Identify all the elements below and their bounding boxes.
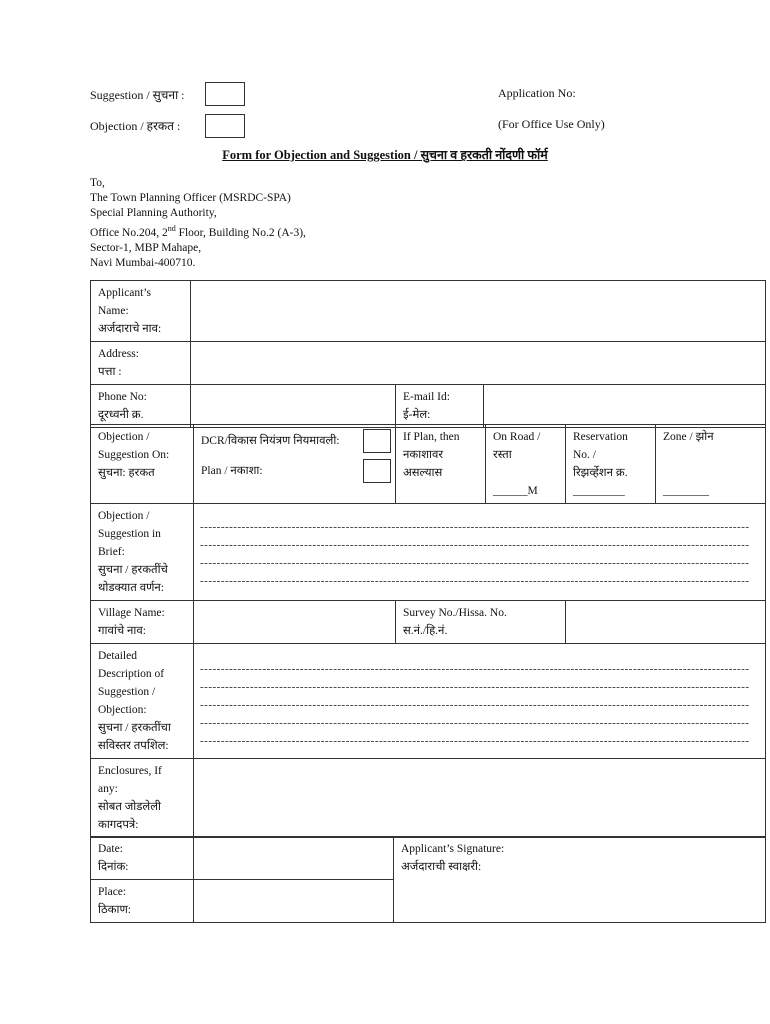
reservation-label-2: No. /: [573, 449, 596, 461]
applicant-name-field[interactable]: [191, 281, 766, 342]
if-plan-line-3: असल्यास: [403, 467, 443, 479]
address-label: [91, 342, 191, 385]
zone-cell[interactable]: [656, 425, 766, 504]
plan-checkbox[interactable]: [363, 459, 391, 483]
address-line-3-part-2: Floor, Building No.2 (A-3),: [175, 226, 306, 239]
objection-on-en-2: Suggestion On:: [98, 449, 170, 461]
recipient-address: [90, 176, 306, 271]
objection-on-en-1: Objection /: [98, 431, 150, 443]
place-en: Place:: [98, 886, 127, 898]
place-label: [91, 880, 194, 923]
address-line-5: Navi Mumbai-400710.: [90, 256, 196, 269]
survey-mr: स.नं./हि.नं.: [403, 625, 448, 637]
email-en: E-mail Id:: [403, 391, 450, 403]
reservation-label: Reservation: [573, 431, 628, 443]
detail-line-6: सविस्तर तपशिल:: [98, 740, 169, 752]
date-label: [91, 837, 194, 880]
dcr-checkbox[interactable]: [363, 429, 391, 453]
place-field[interactable]: [194, 880, 394, 923]
address-line-1: The Town Planning Officer (MSRDC-SPA): [90, 192, 291, 204]
survey-label: [396, 601, 566, 644]
brief-line-4: सुचना / हरकतींचे: [98, 564, 168, 576]
brief-dash-line: ------------------------------------------------------------------------------------------------------------------------------------: [200, 521, 750, 533]
applicant-table: [90, 280, 766, 428]
address-mr: पत्ता :: [98, 366, 122, 378]
address-line-3-sup: nd: [167, 224, 176, 233]
phone-field[interactable]: [191, 385, 396, 428]
reservation-label-mr: रिझर्व्हेशन क्र.: [573, 467, 628, 479]
detail-line-1: Detailed: [98, 650, 137, 662]
signature-label-mr: अर्जदाराची स्वाक्षरी:: [401, 861, 482, 873]
detail-label: [91, 644, 194, 759]
applicant-name-mr: अर्जदाराचे नाव:: [98, 323, 162, 335]
objection-table: [90, 424, 766, 838]
place-mr: ठिकाण:: [98, 904, 131, 916]
phone-label: [91, 385, 191, 428]
detail-dash-line: ------------------------------------------------------------------------------------------------------------------------------------: [200, 663, 750, 675]
objection-on-mr: सुचना: हरकत: [98, 467, 155, 479]
address-line-3: [90, 221, 306, 241]
detail-line-5: सुचना / हरकतींचा: [98, 722, 171, 734]
office-use-label: (For Office Use Only): [498, 117, 605, 131]
village-field[interactable]: [194, 601, 396, 644]
email-mr: ई-मेल:: [403, 409, 431, 421]
objection-label: Objection / हरकत :: [90, 119, 181, 133]
address-to: To,: [90, 177, 105, 189]
plan-label: Plan / नकाशा:: [201, 465, 263, 477]
brief-line-2: Suggestion in: [98, 528, 161, 540]
detail-line-4: Objection:: [98, 704, 147, 716]
enclosures-line-2: any:: [98, 783, 118, 795]
applicant-name-en-2: Name:: [98, 305, 129, 317]
reservation-no-field[interactable]: _________: [573, 485, 625, 497]
applicant-name-label: [91, 281, 191, 342]
zone-field[interactable]: ________: [663, 485, 709, 497]
address-en: Address:: [98, 348, 139, 360]
if-plan-line-2: नकाशावर: [403, 449, 444, 461]
zone-label: Zone / झोन: [663, 431, 714, 443]
objection-on-label: [91, 425, 194, 504]
applicant-name-en: Applicant’s: [98, 287, 152, 299]
objection-checkbox[interactable]: [205, 114, 245, 138]
address-line-3-part-1: Office No.204, 2: [90, 226, 168, 239]
enclosures-label: [91, 759, 194, 838]
detail-dash-line: ------------------------------------------------------------------------------------------------------------------------------------: [200, 717, 750, 729]
enclosures-line-4: कागदपत्रे:: [98, 819, 139, 831]
phone-mr: दूरध्वनी क्र.: [98, 409, 144, 421]
reservation-cell[interactable]: [566, 425, 656, 504]
detail-line-3: Suggestion /: [98, 686, 156, 698]
on-road-width-field[interactable]: ______M: [493, 485, 538, 497]
dcr-plan-cell: [194, 425, 396, 504]
brief-line-1: Objection /: [98, 510, 150, 522]
on-road-label: On Road /: [493, 431, 541, 443]
address-line-2: Special Planning Authority,: [90, 207, 217, 219]
on-road-label-mr: रस्ता: [493, 449, 512, 461]
village-mr: गावांचे नाव:: [98, 625, 146, 637]
brief-dash-line: ------------------------------------------------------------------------------------------------------------------------------------: [200, 557, 750, 569]
application-no-label: Application No:: [498, 86, 576, 100]
enclosures-field[interactable]: [194, 759, 766, 838]
if-plan-cell: [396, 425, 486, 504]
phone-en: Phone No:: [98, 391, 147, 403]
dcr-label: DCR/विकास नियंत्रण नियमावली:: [201, 435, 340, 447]
address-field[interactable]: [191, 342, 766, 385]
brief-dash-line: ------------------------------------------------------------------------------------------------------------------------------------: [200, 539, 750, 551]
suggestion-checkbox[interactable]: [205, 82, 245, 106]
survey-field[interactable]: [566, 601, 766, 644]
signature-label-en: Applicant’s Signature:: [401, 843, 505, 855]
email-label: [396, 385, 484, 428]
brief-dash-line: ------------------------------------------------------------------------------------------------------------------------------------: [200, 575, 750, 587]
detail-dash-line: ------------------------------------------------------------------------------------------------------------------------------------: [200, 735, 750, 747]
brief-line-3: Brief:: [98, 546, 125, 558]
signature-table: [90, 836, 766, 923]
date-mr: दिनांक:: [98, 861, 129, 873]
email-field[interactable]: [484, 385, 766, 428]
form-title: Form for Objection and Suggestion / सुचना व हरकती नोंदणी फॉर्म: [222, 148, 548, 162]
brief-line-5: थोडक्यात वर्णन:: [98, 582, 164, 594]
village-en: Village Name:: [98, 607, 165, 619]
detail-dash-line: ------------------------------------------------------------------------------------------------------------------------------------: [200, 681, 750, 693]
brief-label: [91, 504, 194, 601]
enclosures-line-1: Enclosures, If: [98, 765, 162, 777]
brief-field[interactable]: [194, 504, 766, 601]
address-line-4: Sector-1, MBP Mahape,: [90, 241, 202, 254]
signature-field[interactable]: [394, 837, 766, 923]
suggestion-label: Suggestion / सुचना :: [90, 88, 185, 102]
on-road-cell[interactable]: [486, 425, 566, 504]
enclosures-line-3: सोबत जोडलेली: [98, 801, 161, 813]
if-plan-line-1: If Plan, then: [403, 431, 460, 443]
detail-dash-line: ------------------------------------------------------------------------------------------------------------------------------------: [200, 699, 750, 711]
survey-en: Survey No./Hissa. No.: [403, 607, 507, 619]
date-field[interactable]: [194, 837, 394, 880]
village-label: [91, 601, 194, 644]
detail-field[interactable]: [194, 644, 766, 759]
date-en: Date:: [98, 843, 123, 855]
detail-line-2: Description of: [98, 668, 165, 680]
